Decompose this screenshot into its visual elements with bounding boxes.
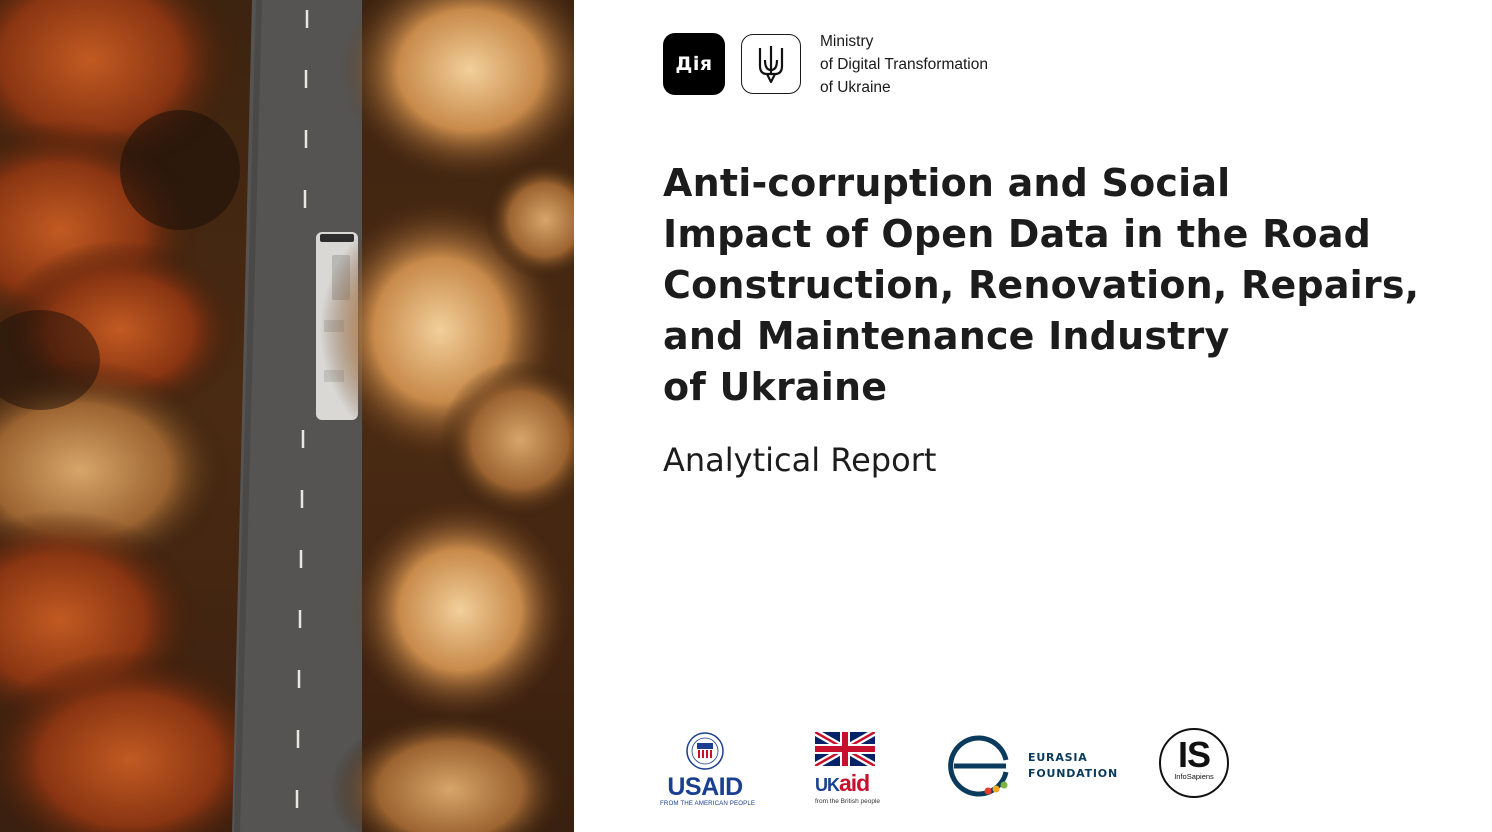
- title-line: Impact of Open Data in the Road: [663, 212, 1372, 256]
- title-line: Construction, Renovation, Repairs,: [663, 263, 1420, 307]
- ministry-line: of Ukraine: [820, 78, 891, 96]
- ministry-line: of Digital Transformation: [820, 55, 988, 73]
- eurasia-line: FOUNDATION: [1028, 767, 1118, 780]
- usaid-wordmark: USAID: [667, 773, 743, 801]
- report-subtitle: Analytical Report: [663, 441, 937, 479]
- aerial-road-image: [0, 0, 574, 832]
- usaid-seal-icon: [686, 732, 724, 770]
- ukaid-logo: [815, 732, 879, 805]
- title-line: and Maintenance Industry: [663, 314, 1230, 358]
- diia-logo-icon: [663, 33, 725, 95]
- diia-logo-text: Дія: [675, 53, 713, 75]
- trident-icon: [741, 34, 801, 94]
- eurasia-foundation-logo: [948, 734, 1118, 798]
- infosapiens-name: InfoSapiens: [1174, 772, 1214, 781]
- usaid-logo: [660, 732, 756, 807]
- usaid-tagline: FROM THE AMERICAN PEOPLE: [660, 800, 756, 807]
- title-line: of Ukraine: [663, 365, 888, 409]
- eurasia-e-icon: [948, 734, 1012, 798]
- cover-photo: [0, 0, 574, 832]
- infosapiens-mark: IS: [1177, 734, 1210, 775]
- ukaid-tagline: from the British people: [815, 798, 881, 805]
- ministry-line: Ministry: [820, 32, 874, 50]
- ukaid-aid: aid: [839, 770, 870, 796]
- report-title: [663, 158, 1463, 413]
- ministry-name: [820, 30, 988, 99]
- title-line: Anti-corruption and Social: [663, 161, 1231, 205]
- partner-logos: [0, 720, 1492, 810]
- eurasia-line: EURASIA: [1028, 751, 1088, 764]
- ukaid-wordmark: [815, 770, 879, 798]
- ukaid-uk: UK: [815, 775, 839, 795]
- trident-glyph: [757, 44, 785, 84]
- eurasia-wordmark: [1028, 750, 1118, 782]
- header: [663, 32, 988, 96]
- union-flag-icon: [815, 732, 875, 766]
- infosapiens-logo: [1159, 728, 1229, 798]
